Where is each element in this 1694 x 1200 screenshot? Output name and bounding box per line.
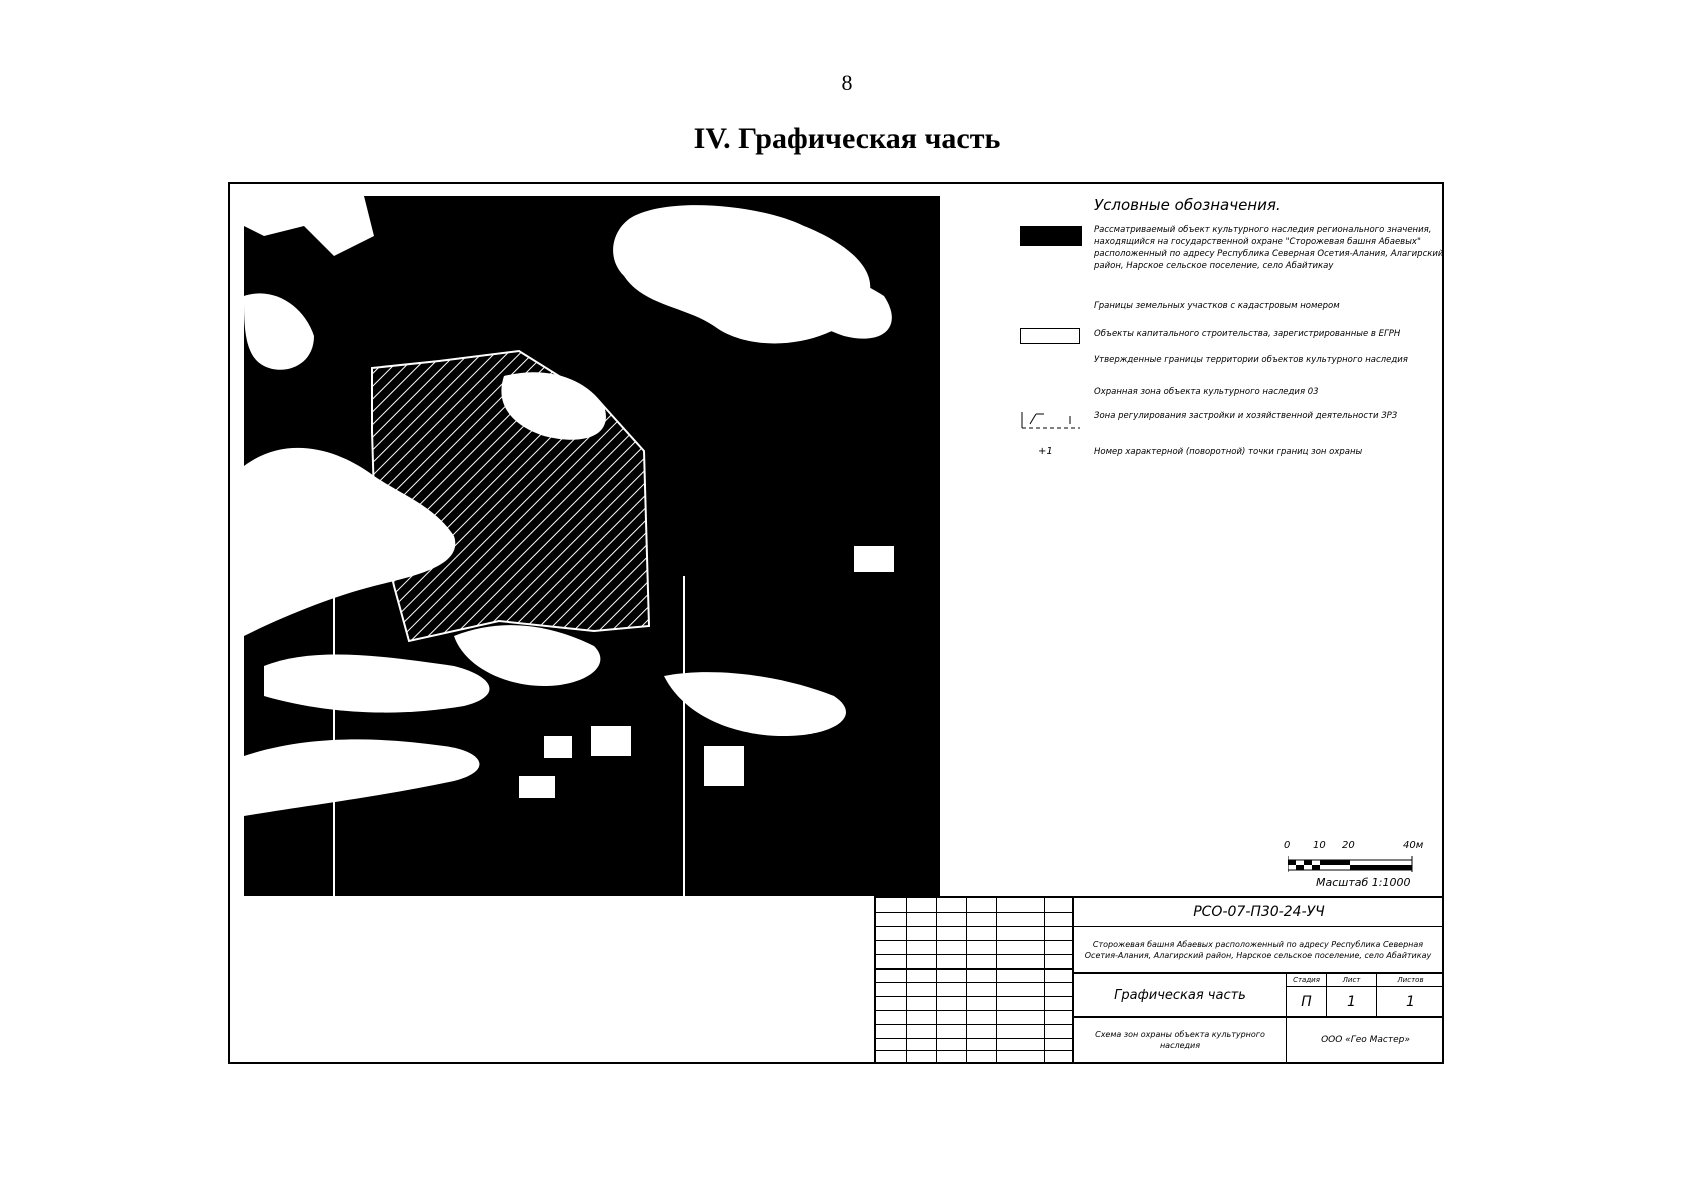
scale-bar-graphic (1288, 856, 1418, 874)
title-block (874, 896, 1444, 1064)
object-name: Сторожевая башня Абаевых расположенный по адресу Республика Северная Осетия-Алания, Алагирский район, Нарское сельское поселение, село Абайтикау (1084, 940, 1432, 960)
sheets-header: Листов (1397, 976, 1424, 984)
scale-tick-label: 10 (1313, 840, 1326, 851)
legend-item-text: Номер характерной (поворотной) точки границ зон охраны (1094, 447, 1363, 457)
legend-item-text: Объекты капитального строительства, зарегистрированные в ЕГРН (1094, 329, 1401, 339)
scale-tick-label: 0 (1284, 840, 1291, 851)
legend-item-text: Рассматриваемый объект культурного наследия регионального значения, находящийся на государственной охране "Сторожевая башня Абаевых" расположенный по адресу Республика Северная Осетия-Алания, Алагирский район, Нарское сельское поселение, село Абайтикау (1094, 225, 1444, 271)
legend-item-text: Зона регулирования застройки и хозяйственной деятельности ЗРЗ (1094, 411, 1398, 421)
sheet-header: Лист (1342, 976, 1361, 984)
page-heading: IV. Графическая часть (693, 122, 1001, 155)
legend-item-text: Границы земельных участков с кадастровым номером (1094, 301, 1340, 311)
section-name: Графическая часть (1114, 987, 1246, 1003)
stage-value: П (1301, 993, 1312, 1010)
scale-tick-label: 40м (1403, 840, 1424, 851)
hatched-zone-symbol-icon (1020, 410, 1082, 430)
legend-item-text: Охранная зона объекта культурного наследия 03 (1094, 387, 1319, 397)
outline-rect-symbol-icon (1020, 328, 1080, 344)
doc-code: РСО-07-П30-24-УЧ (1193, 904, 1325, 920)
scale-tick-label: 20 (1342, 840, 1355, 851)
stage-header: Стадия (1293, 976, 1320, 984)
point-marker-icon: +1 (1038, 446, 1053, 457)
satellite-map (244, 196, 940, 896)
company-name: ООО «Гео Мастер» (1321, 1035, 1410, 1045)
drawing-name: Схема зон охраны объекта культурного наследия (1095, 1030, 1265, 1050)
scale-caption: Масштаб 1:1000 (1316, 876, 1411, 889)
sheet-value: 1 (1347, 993, 1356, 1010)
legend-item-text: Утвержденные границы территории объектов культурного наследия (1094, 355, 1408, 365)
page-number: 8 (841, 70, 853, 95)
legend-title: Условные обозначения. (1094, 196, 1281, 214)
sheets-value: 1 (1406, 993, 1415, 1010)
filled-rect-symbol-icon (1020, 226, 1082, 246)
